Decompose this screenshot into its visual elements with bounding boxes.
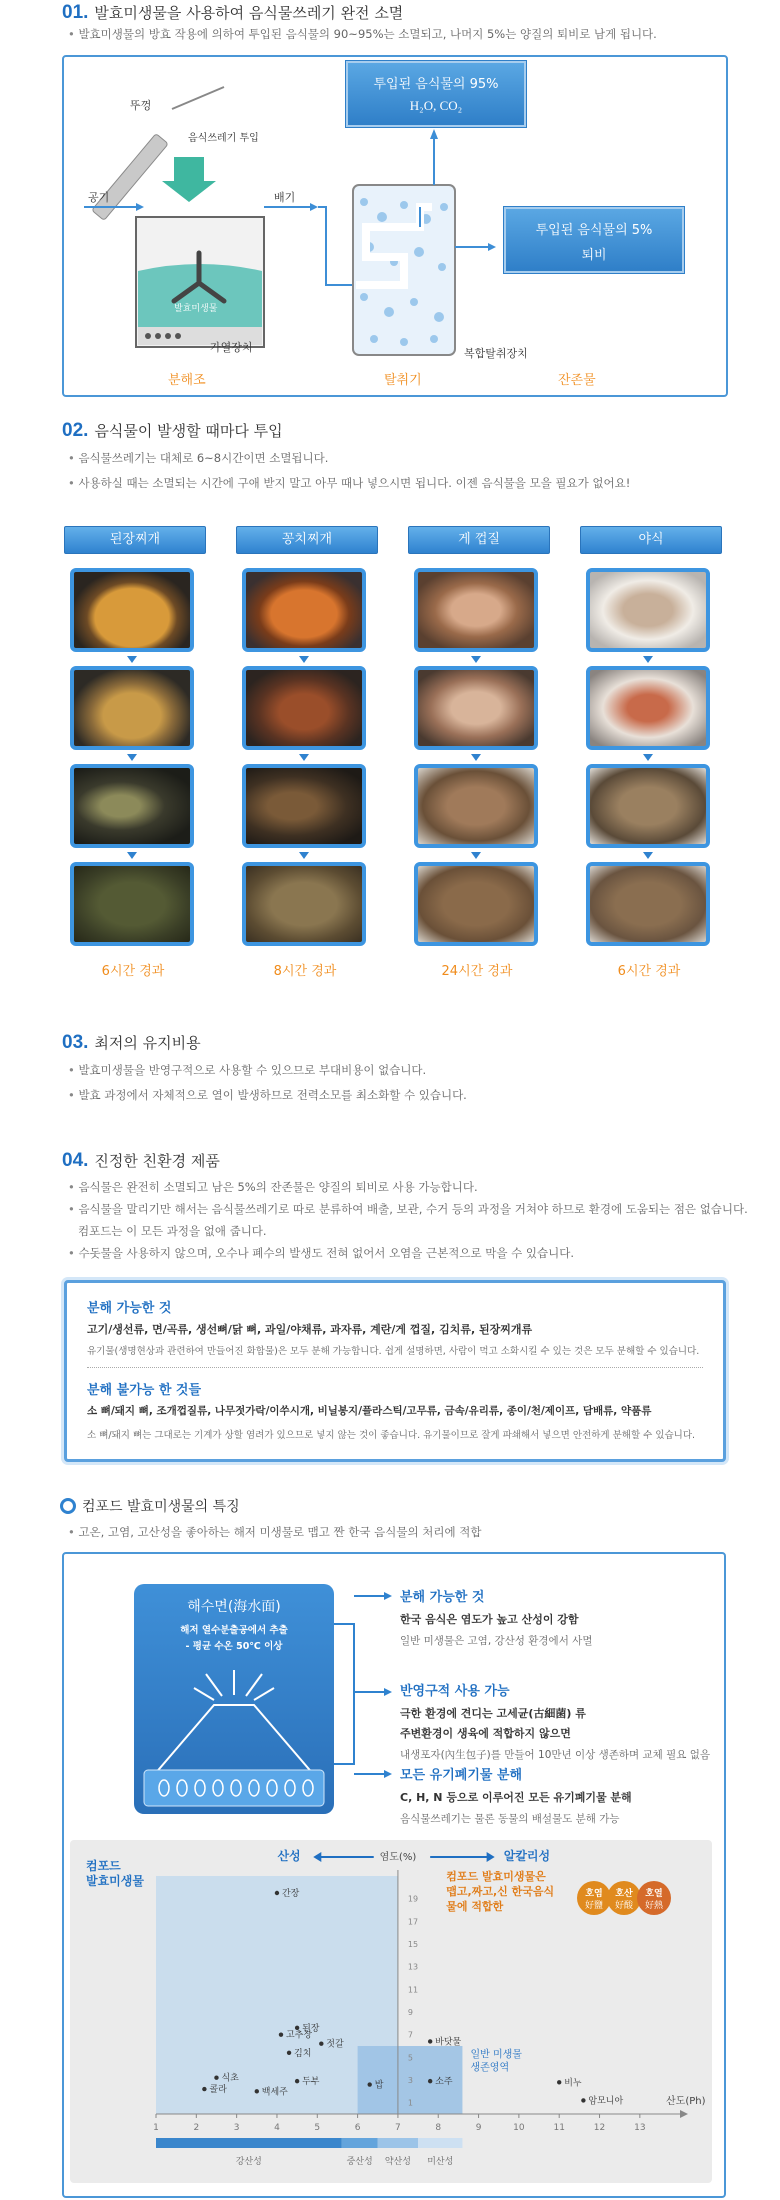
can-title: 분해 가능한 것	[87, 1301, 172, 1316]
badge-line2: 好酸	[614, 1901, 634, 1911]
arrow-down-icon	[471, 852, 481, 859]
acidity-bar-label: 강산성	[235, 2157, 262, 2167]
sec1-title	[62, 2, 403, 24]
data-point-label: 백세주	[261, 2087, 288, 2098]
air-in-arrowhead	[136, 203, 144, 211]
x-tick-label: 4	[274, 2123, 280, 2133]
box-5-line1: 투입된 음식물의 5%	[535, 223, 653, 238]
data-point	[557, 2080, 561, 2084]
photo-doenjang-4	[70, 862, 194, 946]
badge-line2: 好熱	[644, 1901, 664, 1911]
data-point	[255, 2089, 259, 2093]
duct-line	[318, 207, 354, 285]
feature-bold: C, H, N 등으로 이루어진 모든 유기폐기물 분해	[400, 1791, 632, 1804]
arrow-down-icon	[299, 656, 309, 663]
circle-bullet-icon	[60, 1498, 76, 1514]
volcano-icon	[134, 1660, 334, 1810]
sec3-bullets	[68, 1058, 467, 1108]
feature-3	[400, 1764, 632, 1826]
cannot-title: 분해 불가능 한 것들	[87, 1383, 202, 1398]
acidity-bar-label: 중산성	[346, 2157, 373, 2167]
arrow-down-icon	[127, 754, 137, 761]
sec2-title	[62, 420, 283, 442]
x-tick-label: 1	[153, 2123, 159, 2133]
input-arrow	[162, 157, 216, 202]
acidity-bar-label: 미산성	[427, 2157, 454, 2167]
y-tick-label: 9	[407, 2008, 414, 2017]
box-5-percent	[504, 207, 684, 273]
feature-title: 분해 가능한 것	[400, 1590, 485, 1605]
y-tick-label: 13	[407, 1962, 419, 1972]
column-header: 꽁치찌개	[236, 526, 378, 554]
stage-decomposer: 분해조	[168, 373, 206, 388]
alkaline-label: 알칼리성	[503, 1849, 551, 1863]
data-point-label: 김치	[294, 2048, 312, 2059]
sec1-bullet: • 발효미생물의 방효 작용에 의하여 투입된 음식물의 90~95%는 소멸되고, 나머지 5%는 양질의 퇴비로 남게 됩니다.	[68, 24, 657, 45]
feature-note: 내생포자(內生包子)를 만들어 10만년 이상 생존하며 교체 필요 없음	[400, 1749, 711, 1761]
sec3-number: 03.	[62, 1032, 89, 1053]
data-point	[581, 2098, 585, 2102]
region-compod-label: 발효미생물	[86, 1874, 144, 1888]
elapsed-time: 8시간 경과	[273, 964, 337, 979]
arrow-down-icon	[643, 754, 653, 761]
data-point-label: 두부	[302, 2077, 320, 2088]
region-compod-label: 컴포드	[86, 1859, 121, 1873]
exhaust-label: 배기	[274, 191, 296, 204]
x-tick-label: 9	[475, 2123, 482, 2133]
data-point-label: 밥	[374, 2080, 384, 2091]
x-tick-label: 11	[553, 2123, 565, 2133]
column-header: 야식	[580, 526, 722, 554]
sea-sub1: 해저 열수분출공에서 추출	[180, 1625, 288, 1636]
acidity-bar-segment	[418, 2138, 462, 2148]
arrow-down-icon	[643, 852, 653, 859]
sea-title: 해수면(海水面)	[187, 1599, 281, 1615]
data-point	[295, 2079, 299, 2083]
callout-text: 컴포드 발효미생물은	[446, 1870, 546, 1883]
badge-line1: 호열	[645, 1889, 663, 1899]
sec3-bullet: • 발효 과정에서 자체적으로 열이 발생하므로 전력소모를 최소화할 수 있습니다.	[68, 1083, 467, 1108]
acid-label: 산성	[277, 1849, 301, 1863]
photo-snack-1	[586, 568, 710, 652]
data-point-label: 젓갈	[326, 2039, 344, 2050]
photo-crab-4	[414, 862, 538, 946]
photo-snack-4	[586, 862, 710, 946]
box-95-line2: H₂O, CO₂	[409, 98, 463, 113]
sec4-heading: 진정한 친환경 제품	[94, 1152, 220, 1170]
feature-bold: 극한 환경에 견디는 고세균(古細菌) 류	[400, 1707, 586, 1720]
input-label: 음식쓰레기 투입	[188, 133, 259, 144]
data-point-label: 식초	[221, 2073, 239, 2084]
arrow-down-icon	[471, 656, 481, 663]
sec4-bullets	[68, 1176, 748, 1264]
arrow-down-icon	[299, 754, 309, 761]
divider	[87, 1367, 703, 1368]
data-point	[295, 2026, 299, 2030]
data-point-label: 고추장	[285, 2030, 313, 2041]
data-point-label: 소주	[435, 2077, 453, 2088]
data-point-label: 콜라	[209, 2085, 227, 2096]
data-point	[279, 2032, 283, 2036]
sec1-bullets	[68, 24, 657, 45]
box-5-line2: 퇴비	[581, 248, 607, 263]
sec3-heading: 최저의 유지비용	[94, 1034, 201, 1052]
sec5-bullet: • 고온, 고염, 고산성을 좋아하는 해저 미생물로 맵고 짠 한국 음식물의 처리에 적합	[68, 1522, 481, 1543]
data-point-label: 간장	[281, 1889, 300, 1899]
photo-crab-2	[414, 666, 538, 750]
feature-bold: 한국 음식은 염도가 높고 산성이 강함	[400, 1613, 579, 1626]
badge-line2: 好鹽	[584, 1901, 604, 1911]
x-tick-label: 5	[314, 2123, 321, 2133]
sec2-heading: 음식물이 발생할 때마다 투입	[94, 422, 283, 440]
y-tick-label: 7	[407, 2030, 414, 2040]
data-point	[367, 2082, 371, 2086]
cannot-note: 소 뼈/돼지 뼈는 그대로는 기계가 상할 염려가 있으므로 넣지 않는 것이 좋습니다. 유기물이므로 잘게 파쇄해서 넣으면 안전하게 분해할 수 있습니다.	[87, 1430, 696, 1441]
sec4-number: 04.	[62, 1150, 89, 1171]
photo-crab-3	[414, 764, 538, 848]
photo-kkongchi-2	[242, 666, 366, 750]
x-axis-arrowhead	[680, 2110, 688, 2118]
data-point-label: 비누	[564, 2078, 582, 2089]
feature-2	[400, 1680, 710, 1762]
arrow-down-icon	[127, 656, 137, 663]
callout-text: 맵고,짜고,신 한국음식	[446, 1885, 555, 1898]
can-items: 고기/생선류, 면/곡류, 생선뼈/닭 뼈, 과일/야채류, 과자류, 계란/게 껍질, 김치류, 된장찌개류	[87, 1323, 533, 1336]
sec4-title	[62, 1150, 220, 1172]
acid-arrow-icon	[313, 1852, 373, 1862]
acidity-bar-label: 약산성	[384, 2157, 411, 2167]
sec3-bullet: • 발효미생물을 반영구적으로 사용할 수 있으므로 부대비용이 없습니다.	[68, 1058, 467, 1083]
arrow-down-icon	[643, 656, 653, 663]
box-95-percent	[346, 61, 526, 127]
badge-line1: 호산	[615, 1889, 633, 1899]
sec4-bullet: • 음식물은 완전히 소멸되고 남은 5%의 잔존물은 양질의 퇴비로 사용 가능합니다.	[68, 1176, 748, 1198]
y-tick-label: 17	[407, 1917, 419, 1927]
feature-note: 일반 미생물은 고염, 강산성 환경에서 사멸	[400, 1635, 593, 1647]
sea-panel	[134, 1584, 334, 1814]
sec2-bullet: • 음식물쓰레기는 대체로 6~8시간이면 소멸됩니다.	[68, 446, 630, 471]
data-point	[275, 1891, 279, 1895]
data-point	[202, 2087, 206, 2091]
photo-doenjang-3	[70, 764, 194, 848]
x-tick-label: 7	[395, 2123, 401, 2133]
can-note: 유기물(생명현상과 관련하여 만들어진 화합물)은 모두 분해 가능합니다. 쉽게 설명하면, 사람이 먹고 소화시킬 수 있는 것은 모두 분해할 수 있습니다.	[87, 1346, 700, 1357]
arrow-down-icon	[471, 754, 481, 761]
elapsed-time: 6시간 경과	[101, 964, 165, 979]
cannot-items: 소 뼈/돼지 뼈, 조개껍질류, 나무젓가락/이쑤시개, 비닐봉지/플라스틱/고무류, 금속/유리류, 종이/천/제이프, 담배류, 약품류	[87, 1405, 652, 1417]
column-header: 된장찌개	[64, 526, 206, 554]
sea-sub2: - 평균 수온 50℃ 이상	[185, 1641, 283, 1652]
region-general-label: 생존영역	[470, 2062, 510, 2074]
feature-1	[400, 1586, 592, 1648]
callout-text: 물에 적합한	[446, 1900, 504, 1913]
acidity-bar-segment	[341, 2138, 377, 2148]
photo-doenjang-1	[70, 568, 194, 652]
box-95-line1: 투입된 음식물의 95%	[373, 77, 499, 92]
sec2-bullet: • 사용하실 때는 소멸되는 시간에 구애 받지 말고 아무 때나 넣으시면 됩니다. 이젠 음식물을 모을 필요가 없어요!	[68, 471, 630, 496]
data-point	[319, 2042, 323, 2046]
column-header: 게 껍질	[408, 526, 550, 554]
sec1-number: 01.	[62, 2, 89, 23]
photo-kkongchi-3	[242, 764, 366, 848]
region-general-label: 일반 미생물	[470, 2049, 522, 2061]
data-point-label: 바닷물	[435, 2037, 462, 2048]
sec5-bullets	[68, 1522, 481, 1543]
feature-bold2: 주변환경이 생육에 적합하지 않으면	[400, 1727, 571, 1740]
sec4-bullet-indent: 컴포드는 이 모든 과정을 없애 줍니다.	[78, 1224, 267, 1238]
photo-snack-2	[586, 666, 710, 750]
sec3-title	[62, 1032, 201, 1054]
alkaline-arrow-icon	[430, 1852, 495, 1862]
microbe-label: 발효미생물	[174, 304, 218, 314]
deodorizer-label: 복합탈취장치	[464, 347, 528, 360]
photo-kkongchi-1	[242, 568, 366, 652]
feature-note: 음식물쓰레기는 물론 동물의 배설물도 분해 가능	[400, 1813, 620, 1825]
sec1-heading: 발효미생물을 사용하여 음식물쓰레기 완전 소멸	[94, 4, 404, 22]
photo-snack-3	[586, 764, 710, 848]
sec2-bullets	[68, 446, 630, 496]
heater-label: 가열장치	[210, 341, 253, 354]
stage-deodorizer: 탈취기	[384, 373, 422, 388]
lid-label: 뚜껑	[130, 99, 152, 112]
sec5-heading: 컴포드 발효미생물의 특징	[82, 1499, 240, 1515]
x-tick-label: 12	[593, 2123, 606, 2133]
elapsed-time: 24시간 경과	[441, 964, 513, 979]
sec2-number: 02.	[62, 420, 89, 441]
exhaust-arrowhead	[310, 203, 318, 211]
data-point	[214, 2076, 218, 2080]
data-point	[287, 2051, 291, 2055]
y-tick-label: 3	[407, 2076, 414, 2085]
acidity-bar-segment	[378, 2138, 418, 2148]
stage-residue: 잔존물	[558, 373, 596, 388]
up-arrowhead	[430, 129, 438, 139]
chart-svg	[70, 1840, 712, 2183]
badge-line1: 호염	[585, 1889, 603, 1899]
x-tick-label: 13	[634, 2123, 646, 2133]
sec4-bullet: • 음식물을 말리기만 해서는 음식물쓰레기로 따로 분류하여 배출, 보관, 수거 등의 과정을 거쳐야 하므로 환경에 도움되는 점은 없습니다.	[68, 1198, 748, 1220]
data-point	[428, 2039, 432, 2043]
photo-crab-1	[414, 568, 538, 652]
y-tick-label: 15	[407, 1940, 419, 1949]
feature-title: 모든 유기폐기물 분해	[400, 1768, 523, 1783]
feature-title: 반영구적 사용 가능	[400, 1684, 510, 1699]
x-tick-label: 3	[233, 2123, 240, 2133]
y-tick-label: 19	[407, 1894, 419, 1904]
arrow-down-icon	[299, 852, 309, 859]
x-axis-label: 산도(Ph)	[666, 2096, 706, 2107]
x-tick-label: 8	[435, 2123, 442, 2133]
x-tick-label: 10	[513, 2123, 525, 2133]
y-tick-label: 1	[407, 2098, 414, 2108]
ph-salinity-chart	[70, 1840, 712, 2183]
sec5-title	[60, 1496, 240, 1516]
lid-pointer	[172, 87, 224, 109]
right-arrowhead	[488, 243, 496, 251]
x-tick-label: 2	[193, 2123, 200, 2133]
decomposition-diagram	[62, 55, 728, 397]
y-tick-label: 5	[407, 2053, 414, 2063]
y-tick-label: 11	[407, 1985, 419, 1995]
acidity-bar-segment	[156, 2138, 341, 2148]
data-point	[428, 2079, 432, 2083]
data-point-label: 된장	[302, 2023, 320, 2034]
decomposable-box	[64, 1280, 726, 1462]
sec4-bullet: • 수돗물을 사용하지 않으며, 오수나 폐수의 발생도 전혀 없어서 오염을 근본적으로 막을 수 있습니다.	[68, 1242, 748, 1264]
air-in-label: 공기	[88, 191, 110, 204]
x-tick-label: 6	[354, 2123, 361, 2133]
arrow-down-icon	[127, 852, 137, 859]
elapsed-time: 6시간 경과	[617, 964, 681, 979]
photo-doenjang-2	[70, 666, 194, 750]
y-axis-label: 염도(%)	[379, 1852, 417, 1863]
data-point-label: 암모니아	[588, 2096, 624, 2107]
photo-kkongchi-4	[242, 862, 366, 946]
